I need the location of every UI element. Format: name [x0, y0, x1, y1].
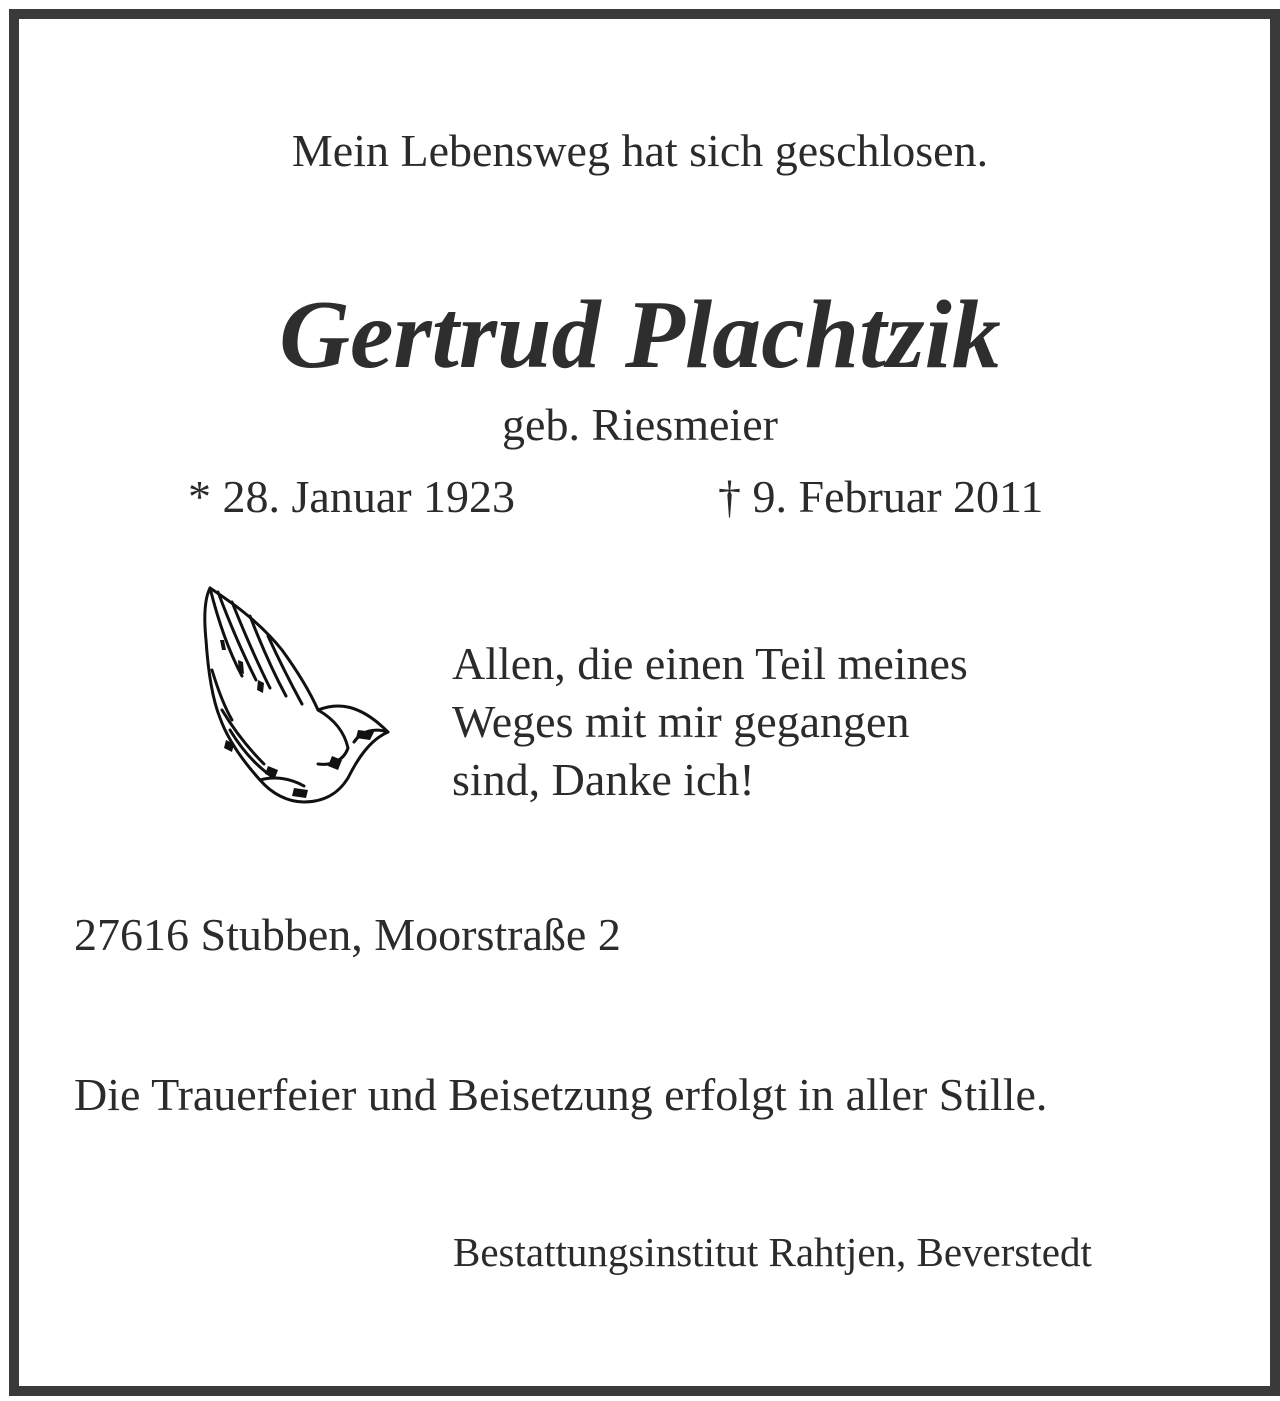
praying-hands-icon [198, 580, 396, 812]
maiden-name: geb. Riesmeier [502, 399, 778, 450]
address-line: 27616 Stubben, Moorstraße 2 [74, 909, 621, 960]
thanks-line: Weges mit mir gegangen [452, 696, 910, 747]
motto-line: Mein Lebensweg hat sich geschlosen. [291, 125, 989, 176]
ceremony-note: Die Trauerfeier und Beisetzung erfolgt in aller Stille. [74, 1069, 1048, 1120]
thanks-message [452, 635, 968, 809]
undertaker-credit: Bestattungsinstitut Rahtjen, Beverstedt [453, 1229, 1092, 1275]
thanks-line: sind, Danke ich! [452, 754, 755, 805]
birth-date: * 28. Januar 1923 [188, 471, 516, 522]
deceased-name: Gertrud Plachtzik [279, 281, 1001, 389]
death-date: † 9. Februar 2011 [718, 471, 1044, 522]
thanks-line: Allen, die einen Teil meines [452, 638, 968, 689]
